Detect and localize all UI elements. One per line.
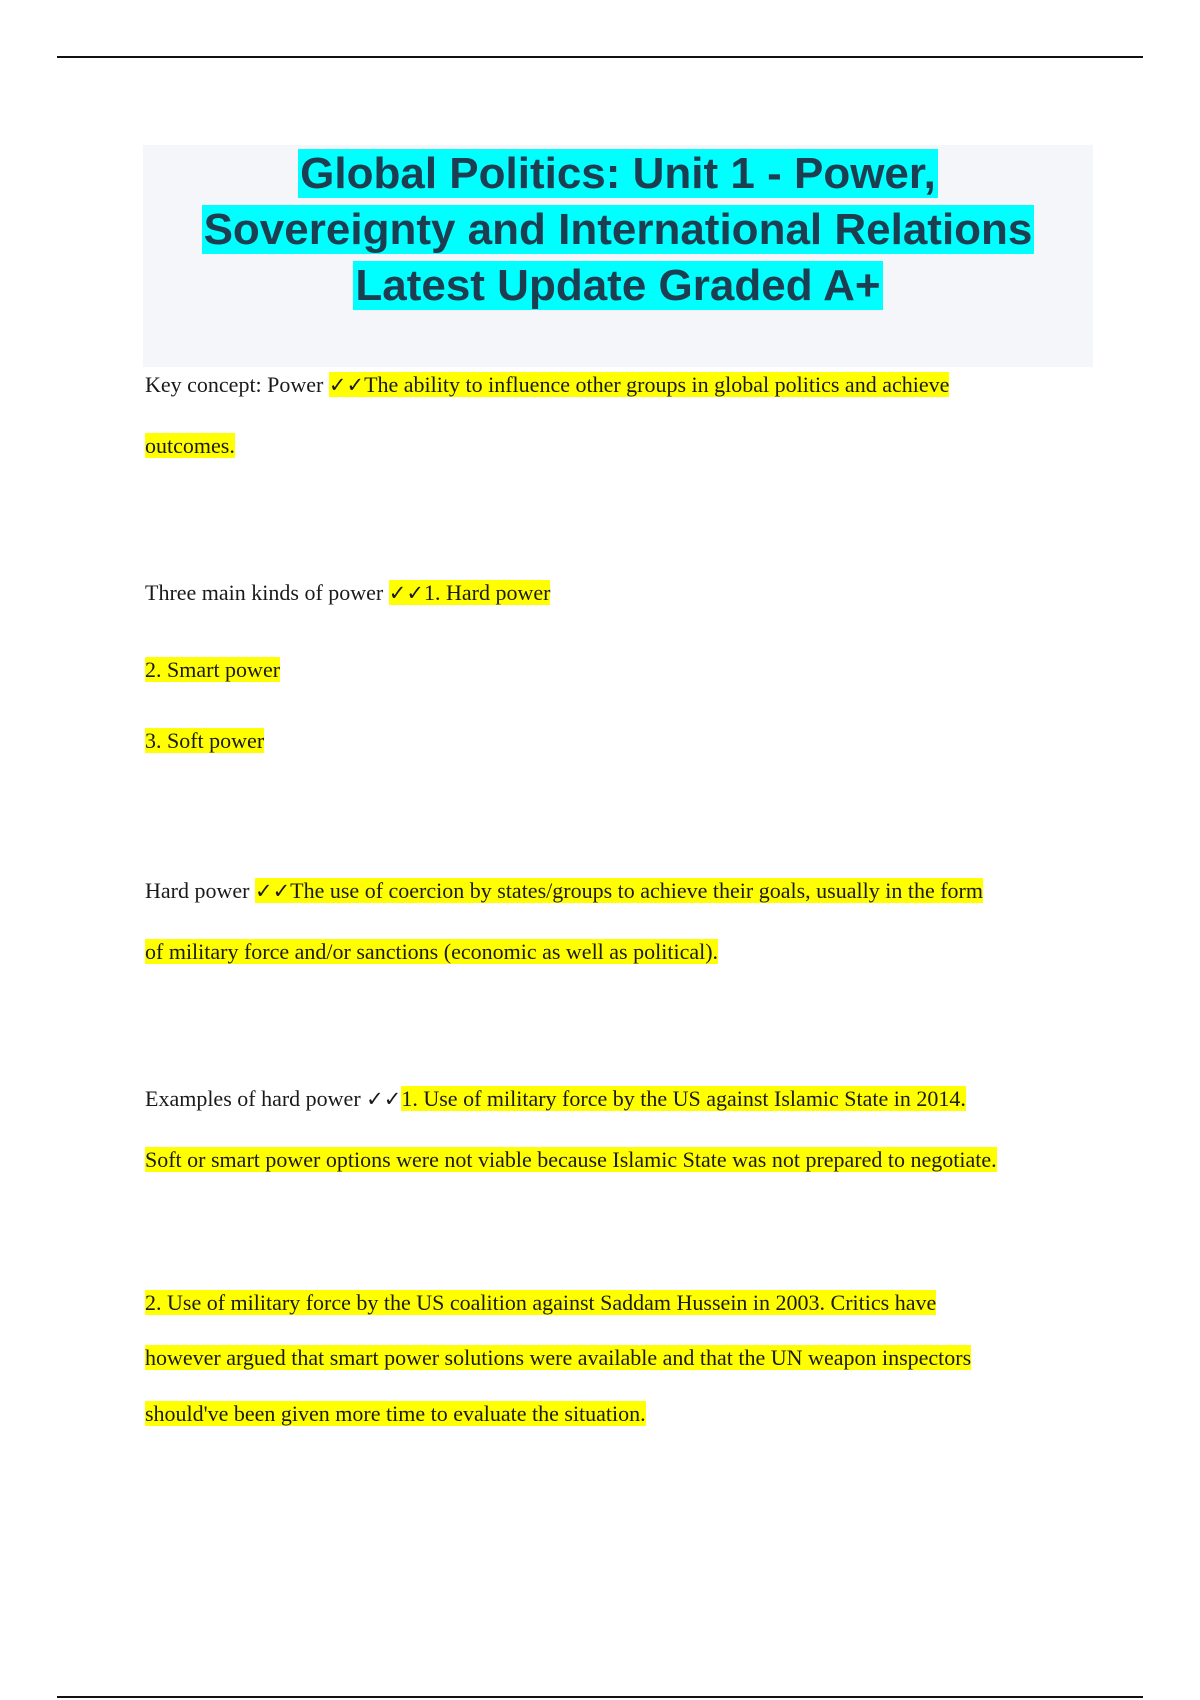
- list-item: 2. Smart power: [145, 657, 281, 682]
- footer-rule: [57, 1696, 1143, 1698]
- double-check-icon: ✓✓: [388, 581, 424, 605]
- header-rule: [57, 56, 1143, 58]
- title-line: Latest Update Graded A+: [355, 261, 881, 310]
- definition-text: The use of coercion by states/groups to achieve their goals, usually in the form: [290, 878, 983, 903]
- example-text: should've been given more time to evaluate the situation.: [145, 1401, 646, 1426]
- term-label: Examples of hard power: [145, 1086, 361, 1111]
- definition-text: The ability to influence other groups in global politics and achieve: [364, 372, 950, 397]
- example-text: 1. Use of military force by the US against Islamic State in 2014.: [401, 1086, 966, 1111]
- double-check-icon: ✓✓: [366, 1087, 402, 1111]
- term-label: Key concept: Power: [145, 372, 324, 397]
- list-item: 3. Soft power: [145, 728, 265, 753]
- term-label: Three main kinds of power: [145, 580, 384, 605]
- double-check-icon: ✓✓: [328, 373, 365, 397]
- list-item: 1. Hard power: [423, 580, 551, 605]
- definition-text: of military force and/or sanctions (economic as well as political).: [145, 939, 719, 964]
- example-text: Soft or smart power options were not viable because Islamic State was not prepared to negotiate.: [145, 1147, 997, 1172]
- example-text: however argued that smart power solutions were available and that the UN weapon inspectors: [145, 1345, 972, 1370]
- example-text: 2. Use of military force by the US coalition against Saddam Hussein in 2003. Critics have: [145, 1290, 937, 1315]
- definition-text: outcomes.: [145, 433, 235, 458]
- title-line: Global Politics: Unit 1 - Power,: [300, 149, 936, 198]
- document-title: [143, 146, 1093, 314]
- title-line: Sovereignty and International Relations: [203, 205, 1033, 254]
- term-label: Hard power: [145, 878, 250, 903]
- double-check-icon: ✓✓: [254, 879, 291, 903]
